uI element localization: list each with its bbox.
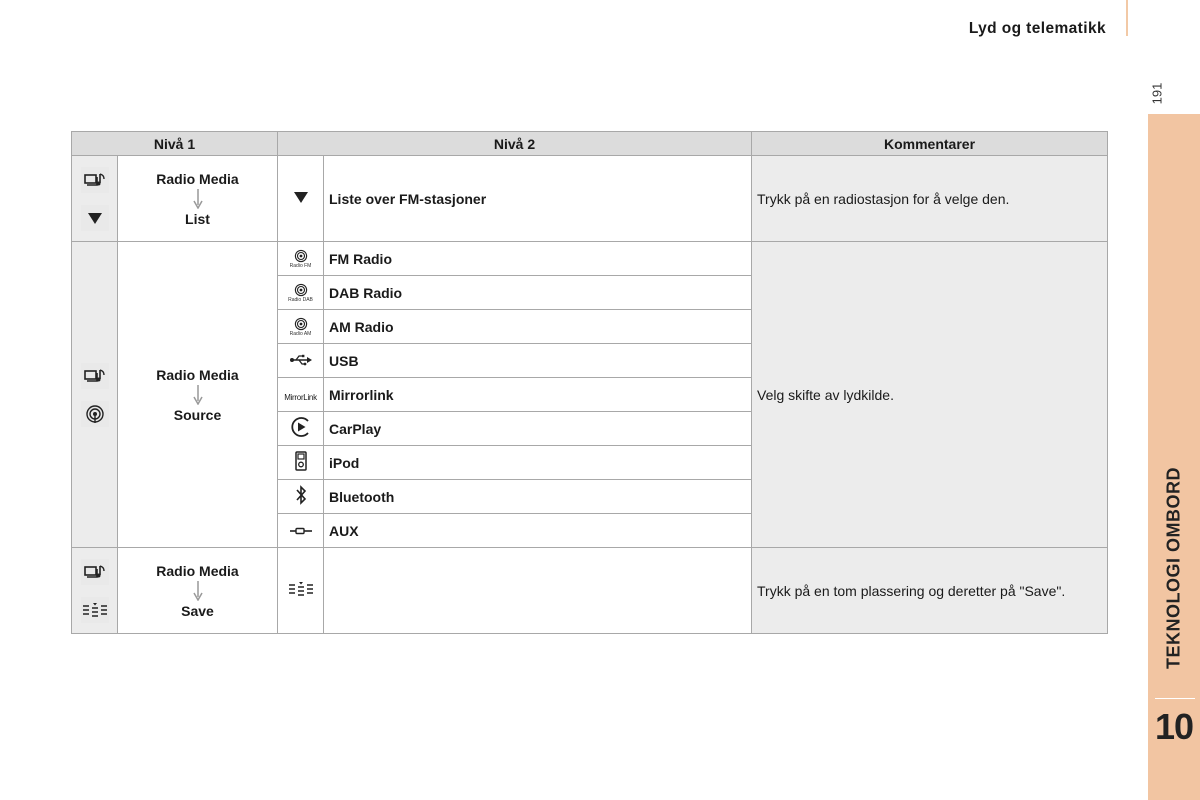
chapter-divider: [1155, 698, 1195, 699]
header-comments: Kommentarer: [752, 132, 1108, 156]
level1-line2: List: [185, 210, 210, 227]
level2-icon-cell: [278, 276, 324, 310]
arrow-down-icon: [193, 189, 203, 209]
triangle-down-icon: [81, 205, 109, 231]
usb-icon: [289, 354, 313, 366]
header-rule: [1126, 0, 1128, 36]
menu-table: [71, 131, 1108, 634]
level2-icon-cell: [278, 412, 324, 446]
level1-line1: Radio Media: [156, 562, 239, 579]
level1-line2: Save: [181, 602, 214, 619]
source-bluetooth: Bluetooth: [324, 480, 752, 514]
bluetooth-icon: [295, 485, 307, 505]
radio-media-icon: [81, 363, 109, 389]
comment-cell: Velg skifte av lydkilde.: [752, 242, 1108, 548]
chapter-label: TEKNOLOGI OMBORD: [1163, 467, 1184, 669]
level1-line2: Source: [173, 406, 222, 423]
comment-cell: Trykk på en tom plassering og deretter på "Save".: [752, 548, 1108, 634]
radio-media-icon: [81, 559, 109, 585]
level2-icon-cell: [278, 242, 324, 276]
radio-icon: [278, 249, 323, 269]
radio-am-caption: Radio AM: [289, 330, 312, 337]
arrow-down-icon: [193, 385, 203, 405]
level1-icons: [72, 548, 118, 634]
level1-path: [118, 156, 278, 242]
page-number: 191: [1149, 82, 1165, 105]
level1-line1: Radio Media: [156, 170, 239, 187]
radio-media-icon: [81, 167, 109, 193]
page-header-title: Lyd og telematikk: [968, 20, 1106, 37]
level1-line1: Radio Media: [156, 366, 239, 383]
ipod-icon: [295, 451, 307, 471]
arrow-down-icon: [193, 581, 203, 601]
aux-icon: [289, 526, 313, 536]
source-fm-radio: FM Radio: [324, 242, 752, 276]
comment-cell: Trykk på en radiostasjon for å velge den.: [752, 156, 1108, 242]
level2-icon-cell: [278, 514, 324, 548]
source-dab-radio: DAB Radio: [324, 276, 752, 310]
source-am-radio: AM Radio: [324, 310, 752, 344]
table-row: [72, 548, 1108, 634]
mirrorlink-icon: MirrorLink: [284, 392, 317, 402]
radio-fm-caption: Radio FM: [289, 262, 312, 269]
presets-list-icon: [81, 597, 109, 623]
level2-label: [324, 548, 752, 634]
source-ipod: iPod: [324, 446, 752, 480]
table-header-row: [72, 132, 1108, 156]
level2-icon-cell: [278, 344, 324, 378]
level1-path: [118, 548, 278, 634]
level2-icon-cell: [278, 480, 324, 514]
level2-icon-cell: [278, 378, 324, 412]
radio-icon: [278, 283, 323, 303]
level1-icons: [72, 242, 118, 548]
header-level2: Nivå 2: [278, 132, 752, 156]
source-carplay: CarPlay: [324, 412, 752, 446]
triangle-down-icon: [293, 190, 309, 204]
level2-icon-cell: [278, 156, 324, 242]
level1-path: [118, 242, 278, 548]
source-radio-icon: [81, 401, 109, 427]
radio-icon: [278, 317, 323, 337]
table-row: [72, 242, 1108, 276]
chapter-number: 10: [1154, 706, 1194, 747]
header-level1: Nivå 1: [72, 132, 278, 156]
level2-label: Liste over FM-stasjoner: [324, 156, 752, 242]
level2-icon-cell: [278, 446, 324, 480]
level2-icon-cell: [278, 310, 324, 344]
level1-icons: [72, 156, 118, 242]
radio-dab-caption: Radio DAB: [288, 296, 313, 303]
source-mirrorlink: Mirrorlink: [324, 378, 752, 412]
level2-icon-cell: [278, 548, 324, 634]
source-aux: AUX: [324, 514, 752, 548]
table-row: [72, 156, 1108, 242]
source-usb: USB: [324, 344, 752, 378]
carplay-icon: [290, 416, 312, 438]
presets-list-icon: [288, 581, 314, 597]
